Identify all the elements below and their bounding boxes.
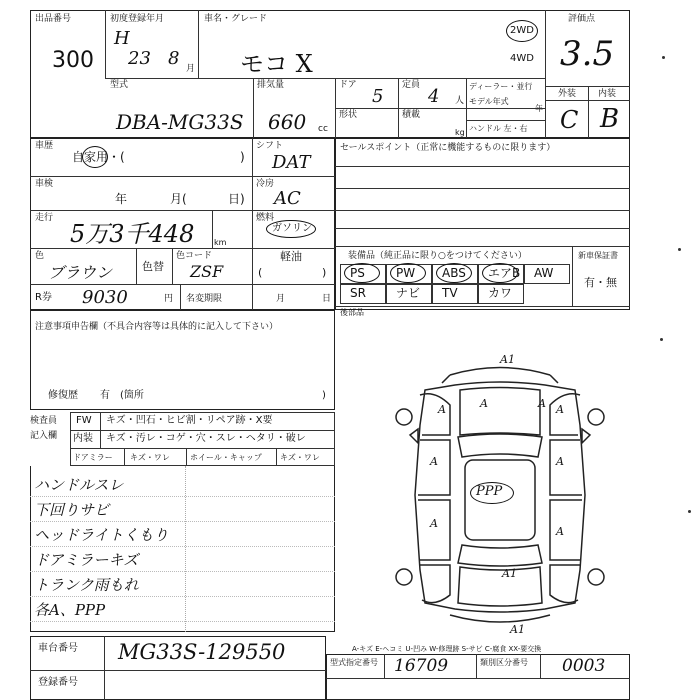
displacement-value: 660 — [268, 110, 307, 134]
shift-value: DAT — [272, 152, 311, 173]
equipment-circle — [390, 263, 426, 283]
model-year-label: モデル年式 — [469, 97, 509, 106]
fuel-label: 燃料 — [256, 213, 275, 223]
capacity-unit: 人 — [455, 96, 465, 106]
displacement-label: 排気量 — [257, 80, 285, 90]
doors-label: ドア — [339, 80, 357, 90]
handwritten-note: ヘッドライトくもり — [34, 526, 169, 544]
equipment-item: SR — [350, 286, 366, 300]
model-name: モコ X — [240, 50, 313, 78]
check-wheel: ホイール・キャップ — [190, 453, 262, 462]
right-mirror — [582, 429, 590, 443]
shaken-year: 年 — [115, 192, 128, 206]
equipment-item: PW — [396, 266, 416, 280]
capacity-label: 定員 — [402, 80, 421, 90]
check-mirror: ドアミラー — [73, 453, 113, 462]
ppp-circle — [470, 482, 514, 504]
note-line — [30, 521, 335, 522]
handle-label: ハンドル 左・右 — [469, 124, 528, 133]
fuel-diesel: 軽油 — [280, 250, 302, 263]
color-code-label: 色コード — [176, 251, 213, 261]
handwritten-note: トランク雨もれ — [34, 576, 139, 594]
form-value: 16709 — [394, 656, 449, 676]
shaken-month: 月( — [170, 192, 187, 206]
front-bumper — [450, 368, 550, 376]
check-interior-items: キズ・汚レ・コゲ・穴・スレ・ヘタリ・破レ — [106, 433, 306, 444]
interior-label: 内装 — [598, 89, 617, 99]
usage-value: 自家用・( — [72, 150, 125, 164]
capacity-value: 4 — [428, 86, 440, 107]
notes-title: 注意事項申告欄（不具合内容等は具体的に記入して下さい） — [35, 322, 279, 332]
name-change-day: 日 — [322, 294, 332, 304]
color-change-label: 色替 — [142, 260, 164, 273]
damage-mark: A1 — [510, 623, 525, 636]
color-code-value: ZSF — [190, 262, 224, 281]
damage-mark: A — [538, 397, 546, 410]
note-line — [30, 621, 335, 622]
fuel-paren-close: ) — [322, 266, 327, 279]
equipment-circle — [344, 263, 380, 283]
drive-2wd: 2WD — [510, 25, 534, 36]
score-label: 評価点 — [568, 14, 596, 24]
check-interior: 内装 — [73, 433, 93, 444]
mileage-value: 5万3千448 — [70, 220, 195, 248]
aircon-label: 冷房 — [256, 179, 275, 189]
equipment-item: PS — [350, 266, 365, 280]
rear-parts-label: 後部品 — [340, 308, 364, 317]
reg-month: 8 — [168, 48, 180, 69]
equipment-item: カワ — [488, 286, 513, 300]
displacement-unit: cc — [318, 124, 328, 134]
form-label: 型式指定番号 — [330, 658, 378, 667]
equipment-item: ナビ — [396, 286, 421, 300]
check-fw: FW — [76, 415, 92, 426]
handwritten-note: 各A、PPP — [34, 601, 106, 619]
warranty-value: 有・無 — [584, 276, 617, 289]
check-mirror-items: キズ・ワレ — [130, 453, 170, 462]
first-reg-label: 初度登録年月 — [110, 14, 165, 24]
damage-mark: A — [430, 517, 438, 530]
equipment-circle — [482, 263, 521, 283]
warranty-label: 新車保証書 — [578, 251, 618, 260]
note-line — [30, 571, 335, 572]
damage-mark: A1 — [502, 567, 517, 580]
dealer-label: ディーラー・並行 — [469, 82, 533, 91]
type-value: DBA-MG33S — [116, 110, 244, 134]
salespoint-label: セールスポイント（正常に機能するものに限ります） — [340, 143, 556, 153]
damage-mark: A — [556, 403, 564, 416]
equipment-item: TV — [442, 286, 458, 300]
check-fw-items: キズ・凹石・ヒビ割・リペア跡・X要 — [106, 415, 273, 426]
model-year-unit: 年 — [535, 104, 543, 113]
lot-label: 出品番号 — [35, 14, 72, 24]
equipment-circle — [436, 263, 472, 283]
damage-mark: A — [430, 455, 438, 468]
doors-value: 5 — [372, 86, 384, 107]
recycle-unit: 円 — [164, 294, 174, 304]
left-mirror — [410, 429, 418, 443]
equipment-title: 装備品（純正品に限り○をつけてください） — [348, 251, 527, 261]
handwritten-note: ハンドルスレ — [34, 476, 124, 494]
repair-value: 有 — [100, 390, 110, 401]
handwritten-note: 下回りサビ — [34, 501, 110, 519]
note-line — [30, 496, 335, 497]
class-label: 類別区分番号 — [480, 658, 528, 667]
name-change-label: 名変期限 — [186, 294, 223, 304]
equipment-item: ABS — [442, 266, 466, 280]
damage-mark: A — [438, 403, 446, 416]
fuel-paren-open: ( — [258, 266, 263, 279]
note-line — [30, 546, 335, 547]
model-name-label: 車名・グレード — [204, 14, 268, 24]
color-value: ブラウン — [48, 263, 113, 282]
era: H — [114, 28, 130, 49]
type-label: 型式 — [110, 80, 129, 90]
mileage-label: 走行 — [35, 213, 54, 223]
exterior-grade: C — [560, 106, 579, 134]
color-label: 色 — [35, 251, 45, 261]
diagram-ppp-mark: PPP — [476, 484, 503, 499]
fuel-value: ガソリン — [272, 223, 312, 234]
check-label-2: 記入欄 — [30, 431, 58, 441]
month-unit: 月 — [186, 64, 196, 74]
aircon-value: AC — [274, 188, 301, 209]
shaken-day: 日) — [228, 192, 245, 206]
lot-number: 300 — [52, 48, 94, 73]
load-label: 積載 — [402, 110, 421, 120]
history-label: 車歴 — [35, 141, 54, 151]
damage-legend: A-キズ E-ヘコミ U-凹み W-修理跡 S-サビ C-腐食 XX-要交換 — [352, 645, 542, 653]
check-label-1: 検査員 — [30, 416, 58, 426]
check-wheel-items: キズ・ワレ — [280, 453, 320, 462]
name-change-month: 月 — [276, 294, 286, 304]
exterior-label: 外装 — [558, 89, 577, 99]
mileage-unit: km — [214, 238, 227, 247]
equipment-item: エアB — [488, 266, 521, 280]
reg-number-label: 登録番号 — [38, 677, 78, 688]
recycle-value: 9030 — [82, 287, 128, 308]
damage-mark: A1 — [500, 353, 515, 366]
reg-year: 23 — [128, 48, 151, 69]
damage-mark: A — [480, 397, 488, 410]
damage-mark: A — [556, 525, 564, 538]
shaken-label: 車検 — [35, 179, 54, 189]
note-line — [30, 596, 335, 597]
repair-close: ) — [322, 390, 326, 401]
load-unit: kg — [455, 128, 465, 137]
handwritten-note: ドアミラーキズ — [34, 551, 139, 569]
chassis-label: 車台番号 — [38, 643, 78, 654]
equipment-item: AW — [534, 266, 554, 280]
drive-4wd: 4WD — [510, 53, 534, 64]
damage-mark: A — [556, 455, 564, 468]
chassis-value: MG33S-129550 — [118, 640, 286, 664]
score: 3.5 — [560, 34, 615, 74]
shape-label: 形状 — [339, 110, 358, 120]
repair-place: (箇所 — [120, 390, 144, 401]
repair-label: 修復歴 — [48, 390, 78, 401]
usage-close: ) — [240, 150, 245, 164]
interior-grade: B — [600, 104, 620, 134]
shift-label: シフト — [256, 141, 284, 151]
class-value: 0003 — [562, 656, 606, 676]
recycle-label: R券 — [35, 292, 52, 303]
